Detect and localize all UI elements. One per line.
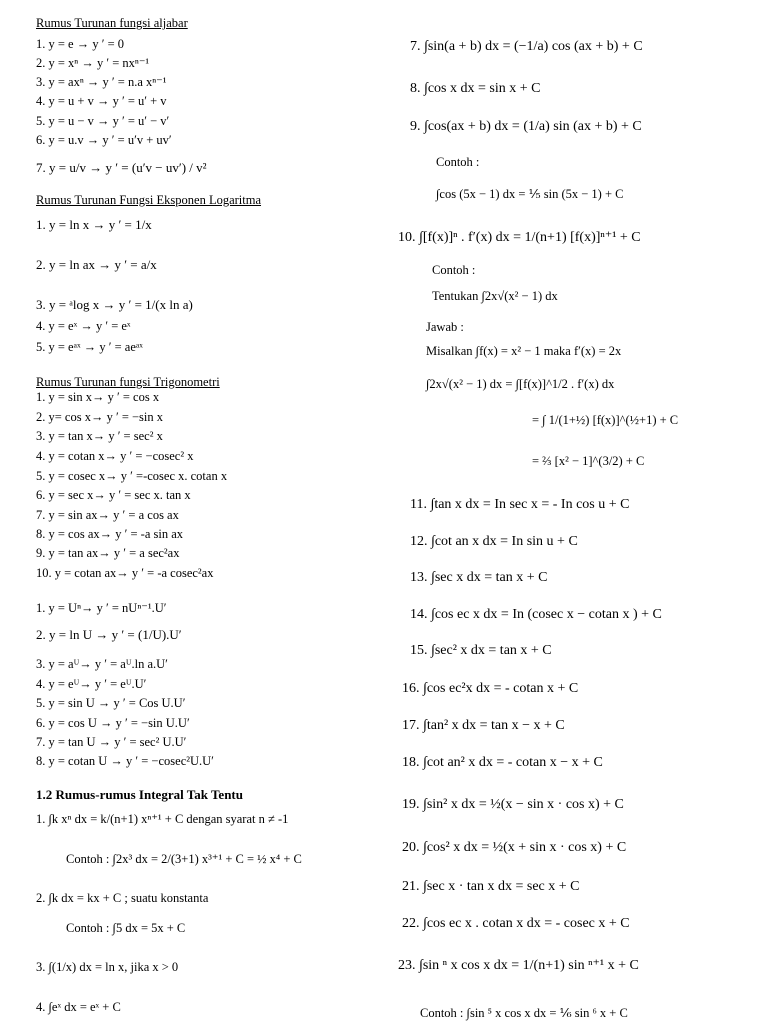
integral-11: 11. ∫tan x dx = In sec x = - In cos u + C [410, 497, 630, 512]
integral-14: 14. ∫cos ec x dx = In (cosec x − cotan x ) + C [410, 607, 662, 622]
ekslog-5: 5. y = eᵃˣ → y ′ = aeᵃˣ [36, 340, 143, 354]
ekslog-2: 2. y = ln ax → y ′ = a/x [36, 257, 157, 272]
chain-8: 8. y = cotan U → y ′ = −cosec²U.U′ [36, 754, 214, 768]
misalkan: Misalkan ∫f(x) = x² − 1 maka f′(x) = 2x [426, 344, 622, 358]
integral-3: 3. ∫(1/x) dx = ln x, jika x > 0 [36, 960, 179, 974]
integral-21: 21. ∫sec x · tan x dx = sec x + C [402, 879, 580, 894]
integral-2: 2. ∫k dx = kx + C ; suatu konstanta [36, 891, 209, 905]
trig-5: 5. y = cosec x→ y ′ =-cosec x. cotan x [36, 469, 228, 483]
jawab-label: Jawab : [426, 320, 464, 334]
trig-6: 6. y = sec x→ y ′ = sec x. tan x [36, 488, 191, 502]
aljabar-6: 6. y = u.v → y ′ = u′v + uv′ [36, 133, 172, 147]
integral-10: 10. ∫[f(x)]ⁿ . f′(x) dx = 1/(n+1) [f(x)]ⁿ⁺¹ + C [398, 230, 641, 245]
integral-16: 16. ∫cos ec²x dx = - cotan x + C [402, 681, 579, 696]
chain-2: 2. y = ln U → y ′ = (1/U).U′ [36, 627, 182, 642]
integral-8: 8. ∫cos x dx = sin x + C [410, 81, 541, 96]
integral-4: 4. ∫eˣ dx = eˣ + C [36, 1000, 121, 1014]
jawab-step-1: ∫2x√(x² − 1) dx = ∫[f(x)]^1/2 . f′(x) dx [426, 377, 615, 391]
trig-2: 2. y= cos x→ y ′ = −sin x [36, 410, 164, 424]
contoh-23: Contoh : ∫sin ⁵ x cos x dx = ⅙ sin ⁶ x + C [420, 1006, 628, 1020]
heading-trigonometri: Rumus Turunan fungsi Trigonometri [36, 375, 220, 389]
aljabar-5: 5. y = u − v → y ′ = u′ − v′ [36, 114, 170, 128]
contoh-9-label: Contoh : [436, 155, 480, 169]
chain-4: 4. y = eᵁ→ y ′ = eᵁ.U′ [36, 677, 147, 691]
trig-10: 10. y = cotan ax→ y ′ = -a cosec²ax [36, 566, 214, 580]
chain-5: 5. y = sin U → y ′ = Cos U.U′ [36, 696, 186, 710]
ekslog-4: 4. y = eˣ → y ′ = eˣ [36, 319, 131, 333]
heading-aljabar: Rumus Turunan fungsi aljabar [36, 16, 188, 30]
chain-1: 1. y = Uⁿ→ y ′ = nUⁿ⁻¹.U′ [36, 601, 167, 615]
trig-8: 8. y = cos ax→ y ′ = -a sin ax [36, 527, 184, 541]
integral-19: 19. ∫sin² x dx = ½(x − sin x · cos x) + C [402, 797, 624, 812]
chain-6: 6. y = cos U → y ′ = −sin U.U′ [36, 716, 190, 730]
chain-3: 3. y = aᵁ→ y ′ = aᵁ.ln a.U′ [36, 657, 168, 671]
contoh-9: ∫cos (5x − 1) dx = ⅕ sin (5x − 1) + C [436, 187, 624, 201]
integral-9: 9. ∫cos(ax + b) dx = (1/a) sin (ax + b) + C [410, 119, 642, 134]
integral-22: 22. ∫cos ec x . cotan x dx = - cosec x + C [402, 916, 630, 931]
integral-15: 15. ∫sec² x dx = tan x + C [410, 643, 552, 658]
aljabar-4: 4. y = u + v → y ′ = u′ + v [36, 94, 167, 108]
ekslog-3: 3. y = ᵃlog x → y ′ = 1/(x ln a) [36, 297, 193, 312]
contoh-10-question: Tentukan ∫2x√(x² − 1) dx [432, 289, 558, 303]
integral-23: 23. ∫sin ⁿ x cos x dx = 1/(n+1) sin ⁿ⁺¹ x + C [398, 958, 639, 973]
aljabar-2: 2. y = xⁿ → y ′ = nxⁿ⁻¹ [36, 56, 150, 70]
aljabar-7: 7. y = u/v → y ′ = (u′v − uv′) / v² [36, 160, 207, 175]
integral-1: 1. ∫k xⁿ dx = k/(n+1) xⁿ⁺¹ + C dengan syarat n ≠ -1 [36, 812, 289, 826]
integral-1-contoh: Contoh : ∫2x³ dx = 2/(3+1) x³⁺¹ + C = ½ x⁴ + C [66, 852, 302, 866]
jawab-step-3: = ⅔ [x² − 1]^(3/2) + C [532, 454, 645, 468]
integral-13: 13. ∫sec x dx = tan x + C [410, 570, 548, 585]
integral-7: 7. ∫sin(a + b) dx = (−1/a) cos (ax + b) + C [410, 39, 643, 54]
trig-3: 3. y = tan x→ y ′ = sec² x [36, 429, 163, 443]
trig-1: 1. y = sin x→ y ′ = cos x [36, 390, 160, 404]
ekslog-1: 1. y = ln x → y ′ = 1/x [36, 217, 152, 232]
contoh-10-label: Contoh : [432, 263, 476, 277]
chain-7: 7. y = tan U → y ′ = sec² U.U′ [36, 735, 187, 749]
trig-9: 9. y = tan ax→ y ′ = a sec²ax [36, 546, 180, 560]
integral-2-contoh: Contoh : ∫5 dx = 5x + C [66, 921, 186, 935]
trig-7: 7. y = sin ax→ y ′ = a cos ax [36, 508, 179, 522]
integral-12: 12. ∫cot an x dx = In sin u + C [410, 534, 578, 549]
aljabar-3: 3. y = axⁿ → y ′ = n.a xⁿ⁻¹ [36, 75, 167, 89]
heading-integral-tak-tentu: 1.2 Rumus-rumus Integral Tak Tentu [36, 787, 243, 802]
trig-4: 4. y = cotan x→ y ′ = −cosec² x [36, 449, 194, 463]
integral-20: 20. ∫cos² x dx = ½(x + sin x · cos x) + C [402, 840, 627, 855]
heading-eksponen-logaritma: Rumus Turunan Fungsi Eksponen Logaritma [36, 193, 262, 207]
aljabar-1: 1. y = e → y ′ = 0 [36, 37, 125, 51]
integral-18: 18. ∫cot an² x dx = - cotan x − x + C [402, 755, 603, 770]
integral-17: 17. ∫tan² x dx = tan x − x + C [402, 718, 565, 733]
jawab-step-2: = ∫ 1/(1+½) [f(x)]^(½+1) + C [532, 413, 679, 427]
